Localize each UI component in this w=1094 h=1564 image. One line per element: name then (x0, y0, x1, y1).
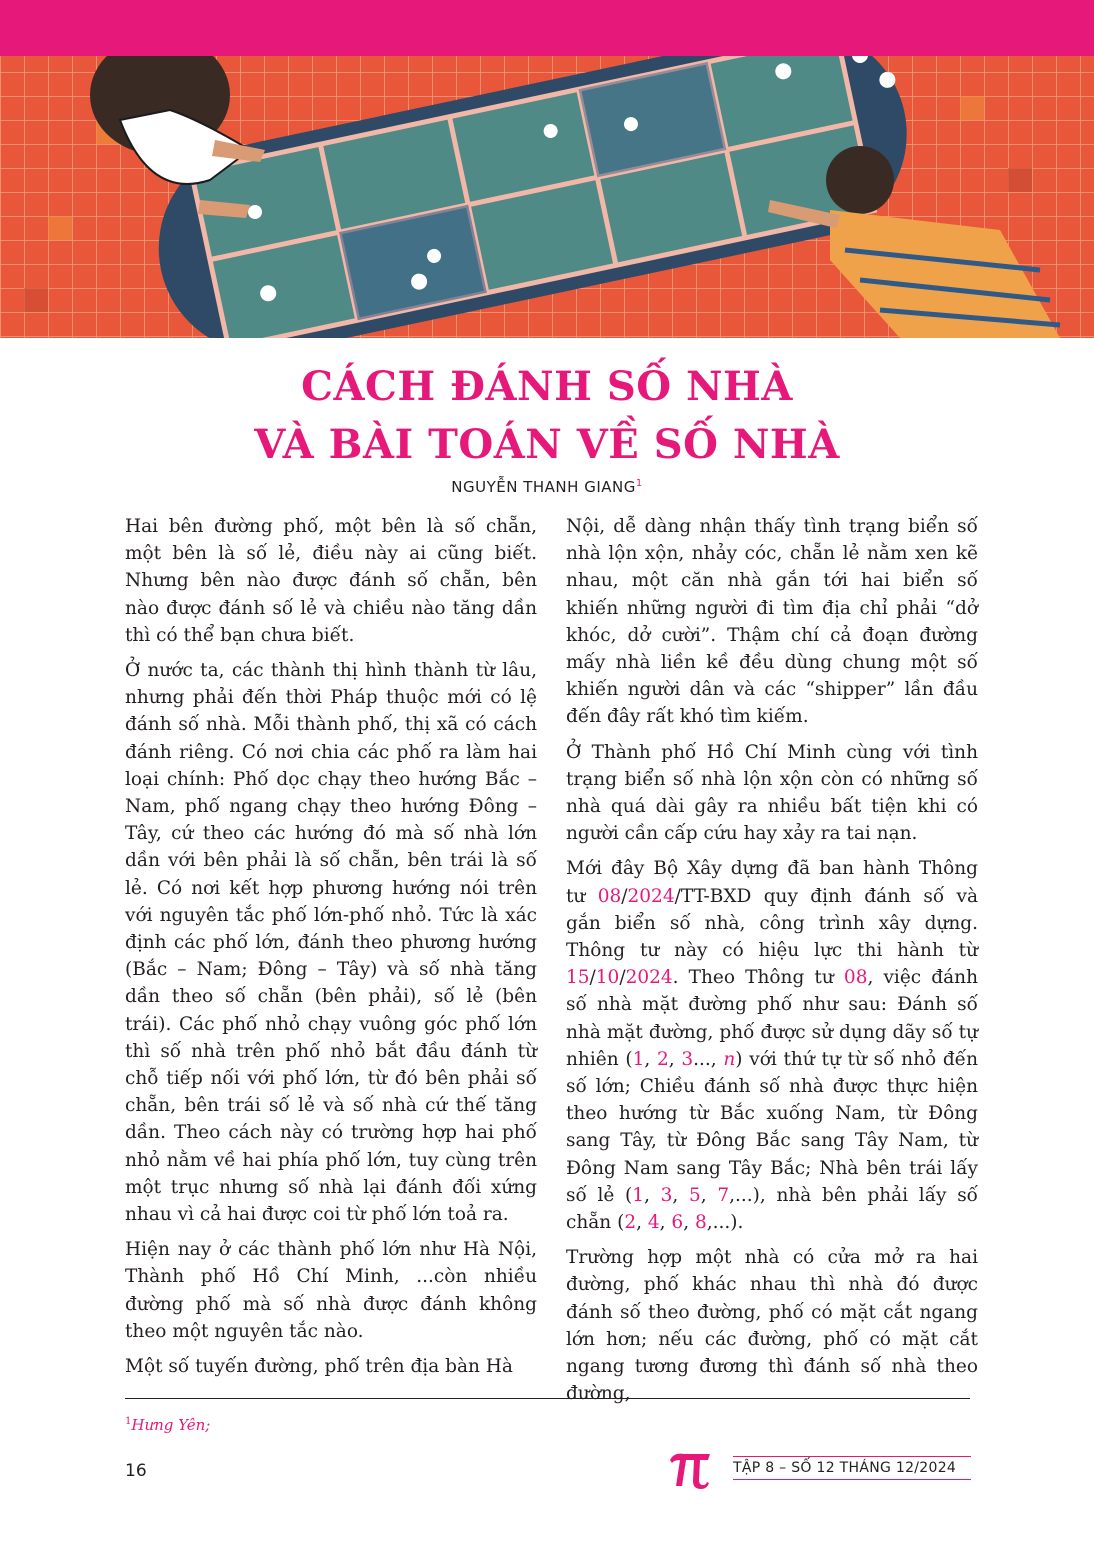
left-column (125, 513, 537, 1388)
author-footnote-ref: 1 (635, 478, 643, 489)
paragraph: Trường hợp một nhà có cửa mở ra hai đường, phố khác nhau thì nhà đó được đánh số theo đường, phố có mặt cắt ngang lớn hơn; nếu các đường, phố có mặt cắt ngang tương đương thì đánh số nhà theo đường, (566, 1247, 978, 1405)
highlight-number: 2024 (627, 885, 675, 907)
text: ,...). (706, 1212, 744, 1234)
author-byline (0, 478, 1094, 496)
highlight-number: 10 (595, 967, 620, 989)
title-line-1: CÁCH ĐÁNH SỐ NHÀ (301, 363, 793, 410)
text: , (644, 1184, 661, 1206)
highlight-number: 08 (843, 967, 868, 989)
highlight-number: 1 (632, 1048, 645, 1070)
text: , (644, 1048, 657, 1070)
text: , việc đánh số nhà mặt đường phố như sau: Đánh số nhà mặt đường, phố được sử dụng dãy số tự nhiên ( (566, 967, 978, 1070)
highlight-number: 2024 (625, 967, 673, 989)
highlight-number: 6 (671, 1212, 684, 1234)
footnote (125, 1416, 210, 1434)
highlight-number: 2 (624, 1212, 637, 1234)
author-name: NGUYỄN THANH GIANG (451, 478, 636, 496)
paragraph: Ở nước ta, các thành thị hình thành từ lâu, nhưng phải đến thời Pháp thuộc mới có lệ đánh số nhà. Mỗi thành phố, thị xã có cách đánh riêng. Có nơi chia các phố ra làm hai loại chính: Phố dọc chạy theo hướng Bắc – Nam, phố ngang chạy theo hướng Đông – Tây, cứ theo các hướng đó mà số nhà lớn dần với bên phải là số chẵn, bên trái là số lẻ. Có nơi kết hợp phương hướng nói trên với nguyên tắc phố lớn-phố nhỏ. Tức là xác định các phố lớn, đánh theo phương hướng (Bắc – Nam; Đông – Tây) và số nhà tăng dần theo số chẵn (bên phải), số lẻ (bên trái). Các phố nhỏ chạy vuông góc phố lớn thì số nhà trên phố nhỏ bắt đầu đánh từ chỗ tiếp nối với phố lớn, từ đó bên phải số chẵn, bên trái số lẻ và số nhà cứ thế tăng dần. Theo cách này có trường hợp hai phố nhỏ nằm về hai phía phố lớn, tuy cùng trên một trục nhưng số nhà lại đánh đối xứng nhau vì cả hai được coi từ phố lớn toả ra. (125, 660, 537, 1226)
title-line-2: VÀ BÀI TOÁN VỀ SỐ NHÀ (254, 421, 840, 468)
highlight-number: 1 (632, 1184, 645, 1206)
text: , (668, 1048, 682, 1070)
highlight-number: 3 (681, 1048, 694, 1070)
highlight-number: 08 (597, 885, 622, 907)
text: / (589, 967, 596, 989)
paragraph: Hai bên đường phố, một bên là số chẵn, một bên là số lẻ, điều này ai cũng biết. Nhưng bên nào được đánh số chẵn, bên nào được đánh số lẻ và chiều nào tăng dần thì có thể bạn chưa biết. (125, 516, 537, 646)
highlight-number: 3 (660, 1184, 673, 1206)
top-accent-bar (0, 0, 1094, 56)
text: . Theo Thông tư (672, 967, 844, 989)
highlight-number: 8 (694, 1212, 707, 1234)
text: ) với thứ tự từ số nhỏ đến số lớn; Chiều đánh số nhà được thực hiện theo hướng từ Bắc xuống Nam, từ Đông sang Tây, từ Đông Bắc sang Tây Nam, từ Đông Nam sang Tây Bắc; Nhà bên trái lấy số lẻ ( (566, 1048, 978, 1206)
paragraph: Ở Thành phố Hồ Chí Minh cùng với tình trạng biển số nhà lộn xộn còn có những số nhà quá dài gây ra nhiều bất tiện khi có người cần cấp cứu hay xảy ra tai nạn. (566, 741, 978, 845)
footnote-divider (125, 1398, 970, 1399)
text: ..., (693, 1048, 724, 1070)
text: , (636, 1212, 648, 1234)
paragraph: Một số tuyến đường, phố trên địa bàn Hà (125, 1356, 513, 1378)
paragraph-regulation (566, 855, 978, 1236)
paragraph: Nội, dễ dàng nhận thấy tình trạng biển số nhà lộn xộn, nhảy cóc, chẵn lẻ nằm xen kẽ nhau, một căn nhà gắn tới hai biển số khiến những người đi tìm địa chỉ phải “dở khóc, dở cười”. Thậm chí cả đoạn đường mấy nhà liền kề đều dùng chung một số khiến người dân và các “shipper” lần đầu đến đây rất khó tìm kiếm. (566, 516, 978, 728)
footnote-marker: 1 (125, 1416, 132, 1427)
text: , (683, 1212, 695, 1234)
text: , (672, 1184, 689, 1206)
text: / (621, 885, 628, 907)
text: , (659, 1212, 672, 1234)
right-column (566, 513, 978, 1416)
issue-info: TẬP 8 – SỐ 12 THÁNG 12/2024 (733, 1456, 971, 1480)
text: Mới đây Bộ Xây dựng đã ban hành Thông tư (566, 858, 978, 907)
article-title (0, 358, 1094, 474)
footnote-text: Hưng Yên; (131, 1416, 211, 1434)
highlight-number: 4 (647, 1212, 660, 1234)
highlight-number: 2 (656, 1048, 669, 1070)
highlight-number: 7 (717, 1184, 730, 1206)
text: /TT-BXD quy định đánh số và gắn biển số nhà, công trình xây dựng. Thông tư này có hiệu lực thi hành từ (566, 885, 978, 962)
highlight-number: 15 (566, 967, 590, 989)
text: / (619, 967, 626, 989)
pi-logo-icon (666, 1450, 714, 1490)
paragraph: Hiện nay ở các thành phố lớn như Hà Nội, Thành phố Hồ Chí Minh, ...còn nhiều đường phố mà số nhà được đánh không theo một nguyên tắc nào. (125, 1239, 537, 1342)
highlight-number: 5 (689, 1184, 701, 1206)
highlight-variable: n (723, 1048, 736, 1070)
text: , (700, 1184, 718, 1206)
text: ,...), nhà bên phải lấy số chẵn ( (566, 1184, 979, 1234)
page-number: 16 (125, 1461, 147, 1481)
